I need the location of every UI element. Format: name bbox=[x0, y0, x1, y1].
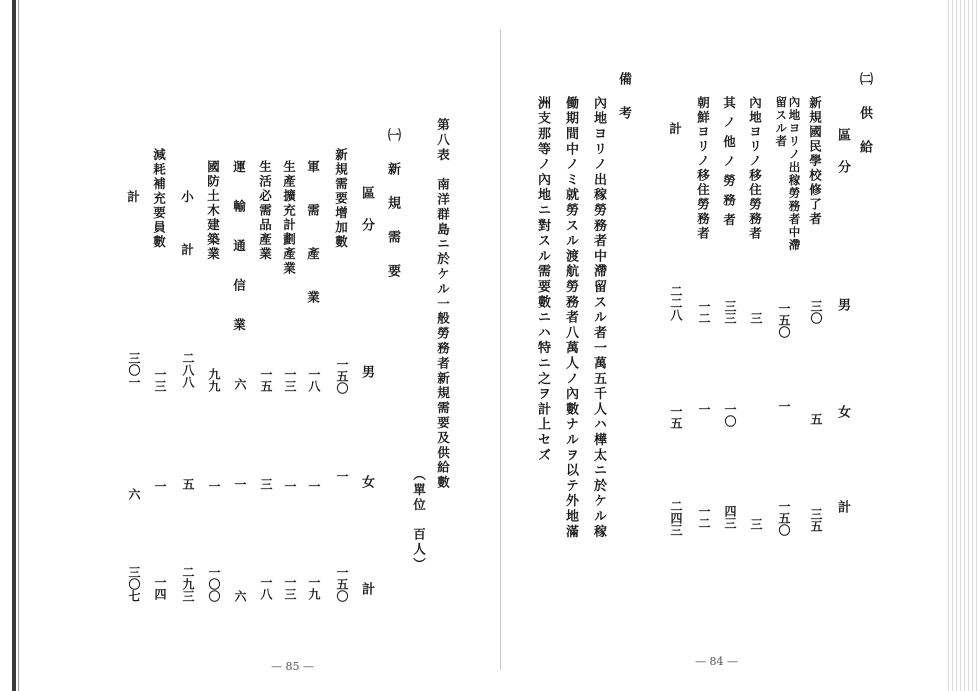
demand-row-total: 一三 bbox=[283, 576, 297, 600]
demand-row-female: 一 bbox=[283, 480, 297, 492]
supply-row-label: 計 bbox=[667, 122, 683, 137]
demand-row-label: 減耗補充要員數 bbox=[151, 148, 167, 250]
supply-row-female: 一 bbox=[697, 403, 711, 415]
demand-row-female: 六 bbox=[127, 488, 141, 500]
demand-row-total: 一五〇 bbox=[335, 566, 349, 602]
demand-header-total: 計 bbox=[359, 582, 374, 598]
demand-row-label: 計 bbox=[125, 190, 141, 205]
page-gutter bbox=[500, 30, 501, 670]
demand-header-male: 男 bbox=[359, 365, 374, 381]
demand-row-total: 三〇七 bbox=[127, 566, 141, 602]
remarks-label: 備 考 bbox=[616, 72, 631, 122]
supply-row-total: 一五〇 bbox=[777, 500, 791, 536]
supply-row-female: 一五 bbox=[669, 405, 683, 429]
supply-row-total: 四三 bbox=[723, 505, 737, 529]
supply-row-female: 一〇 bbox=[723, 403, 737, 427]
supply-row-male: 三〇 bbox=[809, 300, 823, 324]
demand-row-label: 軍 需 產 業 bbox=[305, 160, 321, 311]
demand-row-male: 九九 bbox=[207, 368, 221, 392]
demand-row-total: 二九三 bbox=[181, 566, 195, 602]
demand-row-label: 運 輸 通 信 業 bbox=[231, 160, 247, 337]
remarks-line: 內地ヨリノ出稼勞務者中滯留スル者一萬五千人ハ樺太ニ於ケル稼 bbox=[591, 96, 606, 540]
table-title: 第八表 南洋群島ニ於ケル一般勞務者新規需要及供給數 bbox=[435, 118, 451, 491]
demand-row-male: 一五〇 bbox=[335, 358, 349, 394]
demand-row-total: 一四 bbox=[153, 576, 167, 600]
demand-row-label: 生活必需品產業 bbox=[257, 160, 273, 262]
supply-header-total: 計 bbox=[835, 500, 850, 516]
demand-row-male: 一三 bbox=[283, 368, 297, 392]
demand-header-category: 區 分 bbox=[359, 186, 374, 234]
supply-row-male: 三 bbox=[749, 312, 763, 324]
supply-row-label: 新規國民學校修了者 bbox=[807, 96, 823, 227]
remarks-line: 働期間中ノミ就勞スル渡航勞務者八萬人ノ內數ナルヲ以テ外地滿 bbox=[563, 96, 578, 540]
supply-header-category: 區 分 bbox=[835, 128, 850, 176]
demand-row-total: 六 bbox=[233, 590, 247, 602]
supply-row-female: 一 bbox=[777, 400, 791, 412]
demand-row-label: 國防土木建築業 bbox=[205, 160, 221, 262]
book-spine-shadow bbox=[12, 0, 16, 691]
demand-row-male: 二八八 bbox=[181, 352, 195, 388]
supply-row-total: 二四三 bbox=[669, 500, 683, 536]
supply-row-total: 三五 bbox=[809, 508, 823, 532]
supply-row-male: 一五〇 bbox=[777, 302, 791, 338]
page-edge-texture bbox=[948, 0, 980, 691]
supply-row-male: 三三 bbox=[723, 300, 737, 324]
supply-section-label: ㈡ 供 給 bbox=[857, 72, 872, 156]
demand-row-male: 一三 bbox=[153, 368, 167, 392]
demand-section-label: ㈠ 新 規 需 要 bbox=[385, 128, 400, 280]
demand-row-male: 六 bbox=[233, 378, 247, 390]
demand-header-female: 女 bbox=[359, 475, 374, 491]
demand-row-female: 五 bbox=[181, 478, 195, 490]
page-number: — 85 — bbox=[271, 660, 314, 673]
demand-row-label: 生產擴充計劃產業 bbox=[281, 160, 297, 276]
supply-row-total: 三 bbox=[749, 518, 763, 530]
page-number: — 84 — bbox=[695, 655, 738, 668]
demand-row-female: 一 bbox=[153, 480, 167, 492]
demand-row-male: 一八 bbox=[307, 368, 321, 392]
demand-row-female: 三 bbox=[259, 478, 273, 490]
demand-row-label: 小 計 bbox=[179, 190, 195, 270]
supply-row-male: 一二 bbox=[697, 300, 711, 324]
supply-row-label: 其ノ他ノ勞務者 bbox=[721, 96, 737, 233]
demand-row-female: 一 bbox=[233, 478, 247, 490]
demand-row-label: 新規需要增加數 bbox=[333, 148, 349, 250]
supply-row-female: 五 bbox=[809, 413, 823, 425]
demand-row-female: 一 bbox=[307, 480, 321, 492]
demand-row-female: 一 bbox=[207, 480, 221, 492]
supply-header-female: 女 bbox=[835, 405, 850, 421]
supply-row-label: 朝鮮ヨリノ移住勞務者 bbox=[695, 96, 711, 241]
supply-row-male: 二二八 bbox=[669, 285, 683, 321]
remarks-line: 洲支那等ノ內地ニ對スル需要數ニハ特ニ之ヲ計上セズ bbox=[535, 96, 550, 464]
demand-row-total: 一九 bbox=[307, 576, 321, 600]
book-spine-line bbox=[18, 0, 19, 691]
demand-row-total: 一八 bbox=[259, 576, 273, 600]
demand-row-male: 一五 bbox=[259, 368, 273, 392]
demand-row-male: 三〇一 bbox=[127, 352, 141, 388]
unit-label: （單位 百人） bbox=[411, 468, 427, 573]
demand-row-total: 一〇〇 bbox=[207, 566, 221, 602]
supply-row-label: 內地ヨリノ出稼勞務者中滯留スル者 bbox=[774, 96, 802, 252]
supply-header-male: 男 bbox=[835, 298, 850, 314]
supply-row-total: 一二 bbox=[697, 505, 711, 529]
supply-row-label: 內地ヨリノ移住勞務者 bbox=[747, 96, 763, 241]
demand-row-female: 一 bbox=[335, 470, 349, 482]
